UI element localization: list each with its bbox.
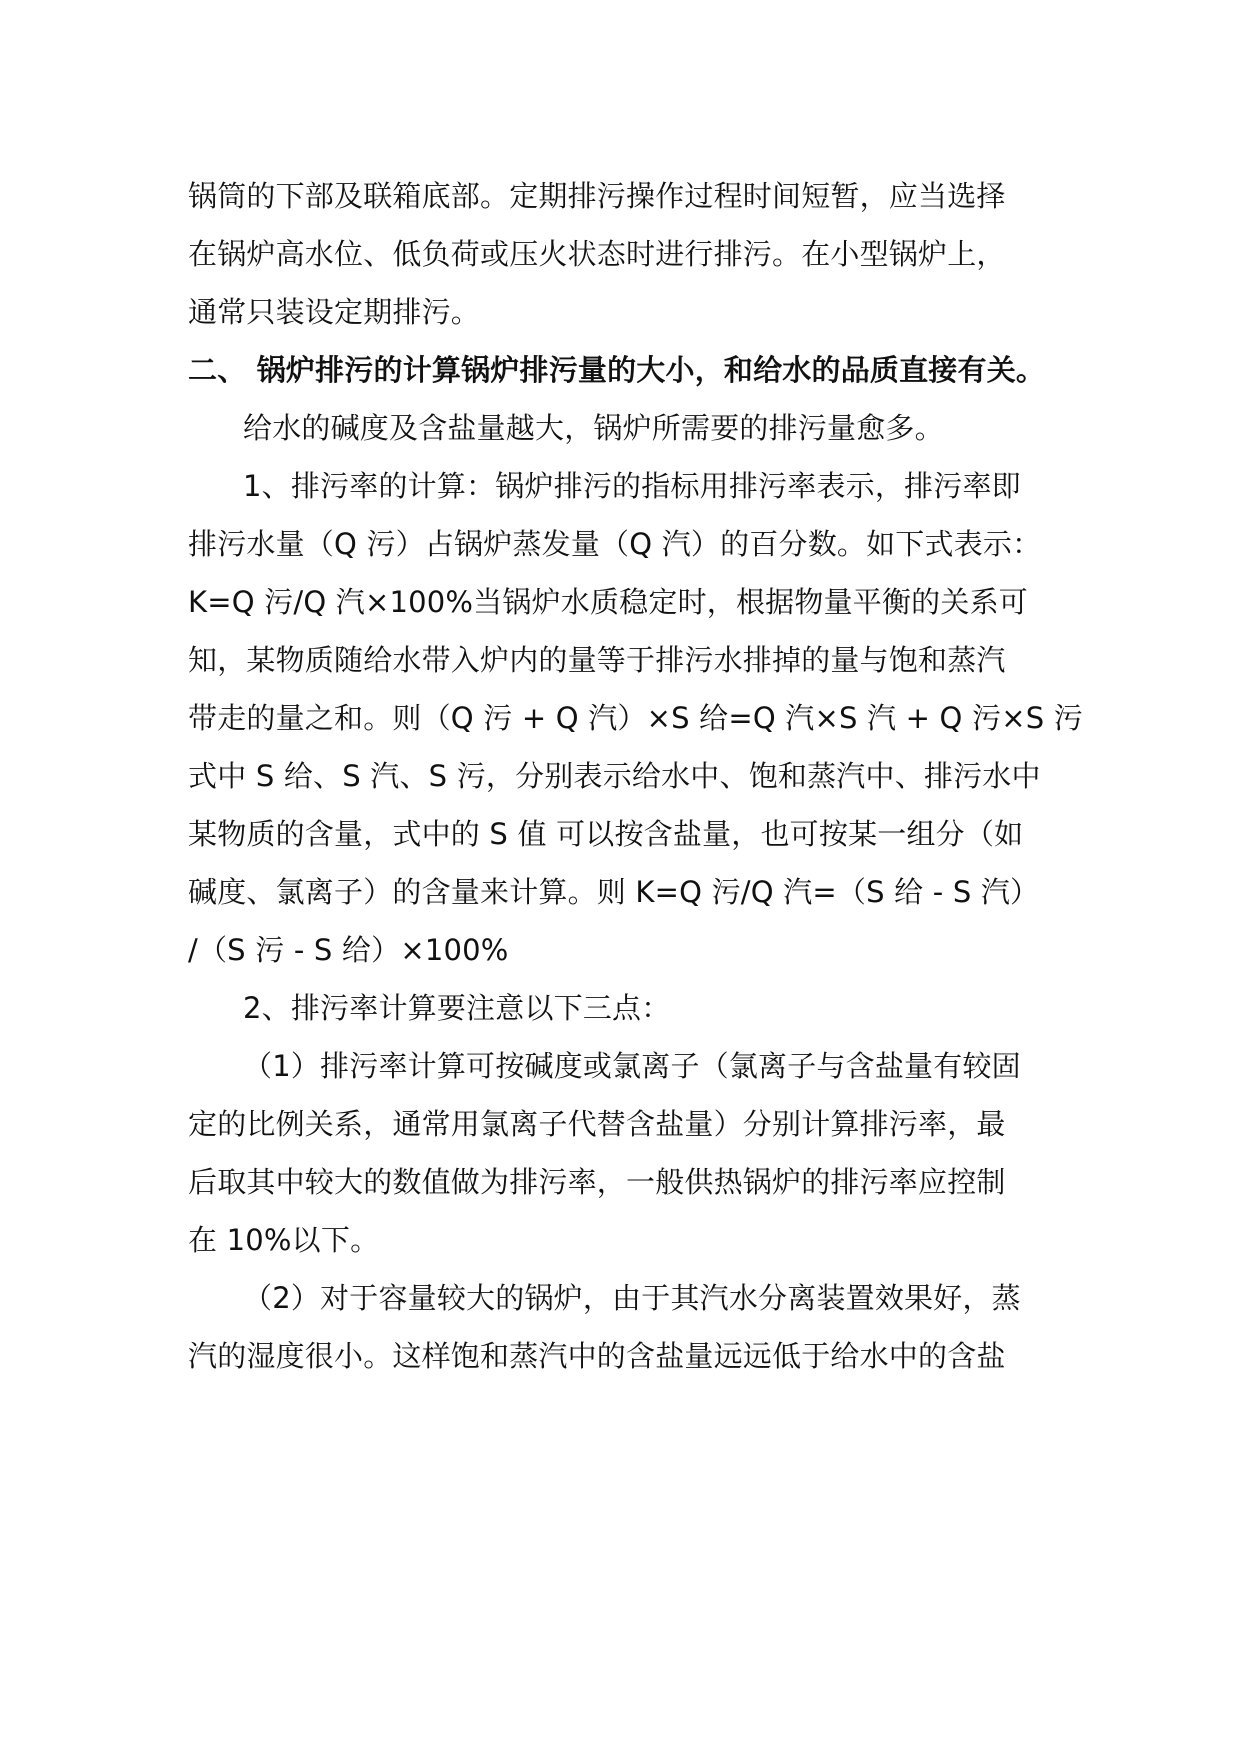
text-line: 1、排污率的计算：锅炉排污的指标用排污率表示，排污率即 xyxy=(243,469,1021,503)
text-line: （1）排污率计算可按碱度或氯离子（氯离子与含盐量有较固 xyxy=(243,1049,1021,1083)
text-line: 2、排污率计算要注意以下三点： xyxy=(243,991,671,1025)
text-line: 锅筒的下部及联箱底部。定期排污操作过程时间短暂，应当选择 xyxy=(188,179,1006,213)
text-line: 定的比例关系，通常用氯离子代替含盐量）分别计算排污率，最 xyxy=(188,1107,1006,1141)
text-line: 知，某物质随给水带入炉内的量等于排污水排掉的量与饱和蒸汽 xyxy=(188,643,1006,677)
text-line: 通常只装设定期排污。 xyxy=(188,295,481,329)
text-line: 排污水量（Q 污）占锅炉蒸发量（Q 汽）的百分数。如下式表示： xyxy=(188,527,1042,561)
formula-line: K=Q 污/Q 汽×100%当锅炉水质稳定时，根据物量平衡的关系可 xyxy=(188,585,1028,619)
text-line: 在 10%以下。 xyxy=(188,1223,380,1257)
text-line: 式中 S 给、S 汽、S 污，分别表示给水中、饱和蒸汽中、排污水中 xyxy=(188,759,1041,793)
text-line: 汽的湿度很小。这样饱和蒸汽中的含盐量远远低于给水中的含盐 xyxy=(188,1339,1006,1373)
formula-line: /（S 污 - S 给）×100% xyxy=(188,933,509,967)
text-line: 某物质的含量，式中的 S 值 可以按含盐量，也可按某一组分（如 xyxy=(188,817,1024,851)
formula-line: 碱度、氯离子）的含量来计算。则 K=Q 污/Q 汽=（S 给 - S 汽） xyxy=(188,875,1040,909)
section-heading: 二、 锅炉排污的计算锅炉排污量的大小，和给水的品质直接有关。 xyxy=(188,353,1046,387)
text-line: 后取其中较大的数值做为排污率，一般供热锅炉的排污率应控制 xyxy=(188,1165,1006,1199)
text-line: 在锅炉高水位、低负荷或压火状态时进行排污。在小型锅炉上， xyxy=(188,237,1006,271)
text-line: （2）对于容量较大的锅炉，由于其汽水分离装置效果好，蒸 xyxy=(243,1281,1021,1315)
text-line: 给水的碱度及含盐量越大，锅炉所需要的排污量愈多。 xyxy=(243,411,944,445)
formula-line: 带走的量之和。则（Q 污 + Q 汽）×S 给=Q 汽×S 汽 + Q 污×S 污 xyxy=(188,701,1083,735)
